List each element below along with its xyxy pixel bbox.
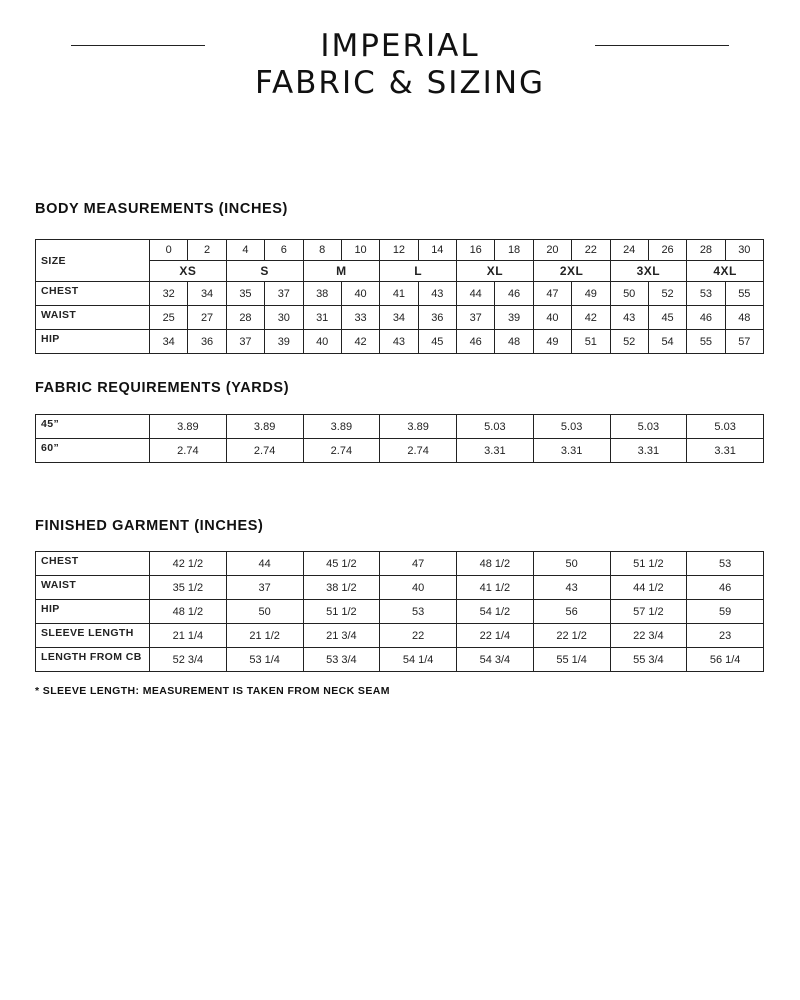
table-cell: 49 [533,330,571,354]
table-cell: 46 [457,330,495,354]
size-number-cell: 30 [725,240,763,261]
table-cell: 44 [457,282,495,306]
title-line-2: FABRIC & SIZING [254,65,546,101]
table-row [36,415,764,439]
table-cell: 51 1/2 [610,552,687,576]
row-label: HIP [36,600,150,624]
table-cell: 53 1/4 [226,648,303,672]
table-cell: 46 [495,282,533,306]
table-cell: 52 [648,282,686,306]
table-cell: 53 3/4 [303,648,380,672]
body-measurements-table [35,239,764,354]
row-label: 60” [36,439,150,463]
size-label: SIZE [36,240,150,282]
table-cell: 43 [418,282,456,306]
table-cell: 46 [687,306,725,330]
table-cell: 3.89 [150,415,227,439]
row-label: SLEEVE LENGTH [36,624,150,648]
table-cell: 57 1/2 [610,600,687,624]
table-cell: 30 [265,306,303,330]
size-number-cell: 10 [341,240,379,261]
table-cell: 36 [188,330,226,354]
table-cell: 23 [687,624,764,648]
table-cell: 56 1/4 [687,648,764,672]
table-row [36,552,764,576]
table-cell: 48 [495,330,533,354]
table-cell: 54 3/4 [457,648,534,672]
table-cell: 53 [687,552,764,576]
table-cell: 54 [648,330,686,354]
table-cell: 50 [226,600,303,624]
table-cell: 48 1/2 [457,552,534,576]
table-cell: 21 1/4 [150,624,227,648]
table-row [36,624,764,648]
table-row [36,439,764,463]
table-cell: 3.31 [457,439,534,463]
table-cell: 48 1/2 [150,600,227,624]
table-cell: 53 [687,282,725,306]
size-group-cell: 4XL [687,261,764,282]
table-cell: 25 [150,306,188,330]
table-row [36,576,764,600]
table-row [36,330,764,354]
table-cell: 43 [533,576,610,600]
table-cell: 40 [533,306,571,330]
sleeve-length-footnote: * SLEEVE LENGTH: MEASUREMENT IS TAKEN FROM NECK SEAM [35,685,390,697]
table-cell: 3.89 [303,415,380,439]
table-cell: 3.89 [380,415,457,439]
table-cell: 44 1/2 [610,576,687,600]
table-cell: 55 [687,330,725,354]
table-cell: 33 [341,306,379,330]
table-cell: 36 [418,306,456,330]
table-cell: 55 [725,282,763,306]
table-cell: 5.03 [687,415,764,439]
table-cell: 53 [380,600,457,624]
table-cell: 40 [380,576,457,600]
body-measurements-heading: BODY MEASUREMENTS (INCHES) [35,201,288,217]
finished-garment-heading: FINISHED GARMENT (INCHES) [35,518,264,534]
table-cell: 39 [265,330,303,354]
table-cell: 45 [648,306,686,330]
table-cell: 3.31 [533,439,610,463]
table-row [36,282,764,306]
table-cell: 39 [495,306,533,330]
size-number-cell: 24 [610,240,648,261]
size-group-cell: 3XL [610,261,687,282]
table-cell: 59 [687,600,764,624]
table-cell: 56 [533,600,610,624]
table-cell: 21 3/4 [303,624,380,648]
size-group-cell: S [226,261,303,282]
table-cell: 42 [341,330,379,354]
table-row [36,648,764,672]
table-cell: 54 1/4 [380,648,457,672]
table-cell: 45 1/2 [303,552,380,576]
table-cell: 44 [226,552,303,576]
table-cell: 2.74 [150,439,227,463]
size-number-cell: 18 [495,240,533,261]
table-cell: 3.31 [687,439,764,463]
row-label: HIP [36,330,150,354]
table-cell: 37 [226,330,264,354]
table-cell: 5.03 [610,415,687,439]
row-label: WAIST [36,576,150,600]
size-number-cell: 14 [418,240,456,261]
size-group-cell: 2XL [533,261,610,282]
table-cell: 22 1/4 [457,624,534,648]
size-number-row [36,240,764,261]
table-cell: 48 [725,306,763,330]
size-group-cell: L [380,261,457,282]
table-cell: 50 [533,552,610,576]
table-cell: 35 1/2 [150,576,227,600]
table-row [36,600,764,624]
size-number-cell: 16 [457,240,495,261]
size-group-cell: XL [457,261,534,282]
row-label: CHEST [36,552,150,576]
table-cell: 46 [687,576,764,600]
size-number-cell: 4 [226,240,264,261]
table-cell: 38 1/2 [303,576,380,600]
fabric-requirements-table [35,414,764,463]
table-cell: 32 [150,282,188,306]
row-label: 45” [36,415,150,439]
table-cell: 51 1/2 [303,600,380,624]
table-cell: 21 1/2 [226,624,303,648]
row-label: CHEST [36,282,150,306]
size-number-cell: 12 [380,240,418,261]
title-line-1: IMPERIAL [320,28,480,64]
table-cell: 41 [380,282,418,306]
table-cell: 38 [303,282,341,306]
size-number-cell: 0 [150,240,188,261]
table-cell: 52 3/4 [150,648,227,672]
table-cell: 22 1/2 [533,624,610,648]
table-cell: 22 3/4 [610,624,687,648]
size-number-cell: 22 [572,240,610,261]
row-label: WAIST [36,306,150,330]
table-cell: 3.31 [610,439,687,463]
table-cell: 55 1/4 [533,648,610,672]
table-cell: 42 1/2 [150,552,227,576]
table-cell: 50 [610,282,648,306]
table-cell: 47 [380,552,457,576]
table-cell: 43 [610,306,648,330]
table-cell: 57 [725,330,763,354]
table-cell: 22 [380,624,457,648]
size-number-cell: 26 [648,240,686,261]
table-cell: 5.03 [457,415,534,439]
table-cell: 43 [380,330,418,354]
size-group-cell: M [303,261,380,282]
table-cell: 27 [188,306,226,330]
page-title [0,28,800,102]
table-row [36,306,764,330]
table-cell: 40 [303,330,341,354]
table-cell: 52 [610,330,648,354]
table-cell: 45 [418,330,456,354]
table-cell: 5.03 [533,415,610,439]
size-number-cell: 28 [687,240,725,261]
table-cell: 2.74 [303,439,380,463]
size-number-cell: 8 [303,240,341,261]
table-cell: 28 [226,306,264,330]
row-label: LENGTH FROM CB [36,648,150,672]
table-cell: 55 3/4 [610,648,687,672]
size-number-cell: 6 [265,240,303,261]
table-cell: 42 [572,306,610,330]
size-group-cell: XS [150,261,227,282]
table-cell: 3.89 [226,415,303,439]
table-cell: 34 [380,306,418,330]
table-cell: 2.74 [226,439,303,463]
table-cell: 51 [572,330,610,354]
table-cell: 35 [226,282,264,306]
table-cell: 34 [188,282,226,306]
finished-garment-table [35,551,764,672]
table-cell: 41 1/2 [457,576,534,600]
table-cell: 40 [341,282,379,306]
size-number-cell: 20 [533,240,571,261]
table-cell: 2.74 [380,439,457,463]
table-cell: 37 [457,306,495,330]
fabric-requirements-heading: FABRIC REQUIREMENTS (YARDS) [35,380,290,396]
size-number-cell: 2 [188,240,226,261]
table-cell: 34 [150,330,188,354]
table-cell: 37 [226,576,303,600]
table-cell: 54 1/2 [457,600,534,624]
table-cell: 47 [533,282,571,306]
table-cell: 37 [265,282,303,306]
table-cell: 49 [572,282,610,306]
table-cell: 31 [303,306,341,330]
